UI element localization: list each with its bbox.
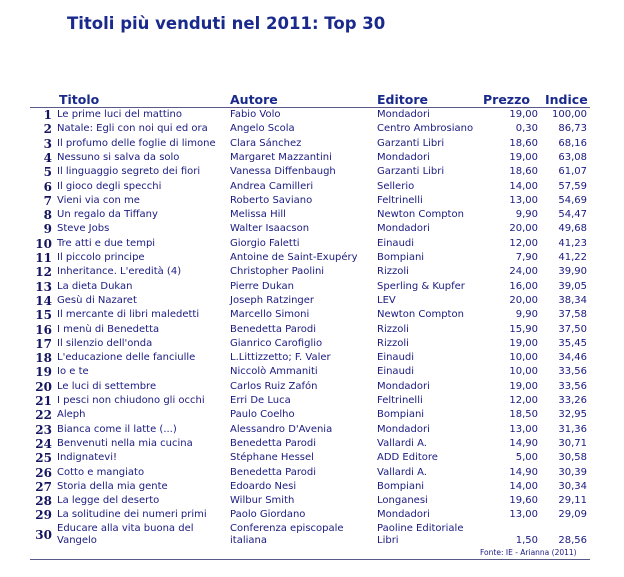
title-cell: La solitudine dei numeri primi bbox=[57, 509, 207, 521]
price-cell: 20,00 bbox=[509, 223, 538, 235]
author-cell: Giorgio Faletti bbox=[230, 237, 300, 249]
table-row bbox=[0, 208, 624, 222]
table-row bbox=[0, 108, 624, 122]
price-cell: 15,90 bbox=[509, 323, 538, 335]
index-cell: 35,45 bbox=[558, 337, 587, 349]
publisher-line-1: Paoline Editoriale bbox=[377, 523, 464, 534]
table-row bbox=[0, 380, 624, 394]
rank-number: 25 bbox=[35, 451, 52, 466]
rank-number: 14 bbox=[35, 293, 52, 308]
rank-number: 22 bbox=[35, 408, 52, 423]
rank-number: 9 bbox=[43, 222, 52, 237]
price-cell: 14,00 bbox=[509, 480, 538, 492]
publisher-cell: Garzanti Libri bbox=[377, 166, 445, 178]
price-cell: 19,00 bbox=[509, 337, 538, 349]
index-cell: 57,59 bbox=[558, 180, 587, 192]
rank-number: 12 bbox=[35, 265, 52, 280]
price-cell: 14,90 bbox=[509, 466, 538, 478]
publisher-cell: Mondadori bbox=[377, 151, 430, 163]
price-cell: 12,00 bbox=[509, 395, 538, 406]
index-cell: 41,22 bbox=[558, 252, 587, 263]
index-cell: 39,90 bbox=[558, 266, 587, 278]
index-cell: 29,11 bbox=[558, 495, 587, 507]
price-cell: 5,00 bbox=[515, 452, 538, 464]
header-indice: Indice bbox=[545, 92, 588, 107]
publisher-cell: LEV bbox=[377, 294, 396, 306]
rank-number: 28 bbox=[35, 494, 52, 509]
title-cell: Inheritance. L'eredità (4) bbox=[57, 266, 182, 278]
table-row bbox=[0, 494, 624, 508]
index-cell: 63,08 bbox=[558, 151, 587, 163]
publisher-cell: Newton Compton bbox=[377, 309, 464, 321]
author-cell: Vanessa Diffenbaugh bbox=[230, 166, 336, 178]
author-cell: Antoine de Saint-Exupéry bbox=[230, 252, 358, 263]
title-cell: Cotto e mangiato bbox=[57, 466, 145, 478]
table-row bbox=[0, 423, 624, 437]
index-cell: 37,50 bbox=[558, 323, 587, 335]
author-cell: Erri De Luca bbox=[230, 395, 291, 406]
title-cell: Tre atti e due tempi bbox=[57, 237, 156, 249]
index-cell: 39,05 bbox=[558, 280, 587, 292]
title-cell: Gesù di Nazaret bbox=[57, 294, 137, 306]
publisher-cell: Mondadori bbox=[377, 109, 430, 120]
author-cell: Marcello Simoni bbox=[230, 309, 310, 321]
index-cell: 54,69 bbox=[558, 194, 587, 206]
rank-number: 19 bbox=[35, 365, 52, 380]
index-cell: 38,34 bbox=[558, 294, 587, 306]
author-cell: Paulo Coelho bbox=[230, 409, 295, 421]
table-row bbox=[0, 165, 624, 179]
table-row bbox=[0, 237, 624, 251]
publisher-cell: Vallardi A. bbox=[377, 466, 427, 478]
rank-number: 16 bbox=[35, 322, 52, 337]
author-cell: Niccolò Ammaniti bbox=[230, 366, 318, 378]
author-cell: Fabio Volo bbox=[230, 109, 281, 120]
table-row bbox=[0, 251, 624, 265]
table-row bbox=[0, 408, 624, 422]
table-row bbox=[0, 394, 624, 408]
author-cell: Roberto Saviano bbox=[230, 194, 313, 206]
rank-number: 6 bbox=[43, 179, 52, 194]
index-cell: 28,56 bbox=[558, 535, 587, 546]
title-cell: Indignatevi! bbox=[57, 452, 118, 464]
table-row bbox=[0, 480, 624, 494]
title-cell: Le prime luci del mattino bbox=[57, 109, 183, 120]
author-cell: Gianrico Carofiglio bbox=[230, 337, 323, 349]
table-row bbox=[0, 137, 624, 151]
footer-rule bbox=[30, 559, 590, 560]
author-cell: Joseph Ratzinger bbox=[230, 294, 315, 306]
index-cell: 29,09 bbox=[558, 509, 587, 521]
table-row bbox=[0, 337, 624, 351]
index-cell: 37,58 bbox=[558, 309, 587, 321]
index-cell: 33,26 bbox=[558, 395, 587, 406]
rank-number: 7 bbox=[43, 193, 52, 208]
price-cell: 18,60 bbox=[509, 166, 538, 178]
publisher-cell: Rizzoli bbox=[377, 266, 409, 278]
table-row bbox=[0, 194, 624, 208]
index-cell: 30,34 bbox=[558, 480, 587, 492]
rank-number: 2 bbox=[43, 122, 52, 137]
rank-number: 27 bbox=[35, 479, 52, 494]
author-cell: Angelo Scola bbox=[230, 123, 295, 135]
author-cell: Clara Sánchez bbox=[230, 137, 302, 149]
rank-number: 18 bbox=[35, 351, 52, 366]
author-cell: Alessandro D'Avenia bbox=[230, 423, 333, 435]
rank-number: 23 bbox=[35, 422, 52, 437]
title-cell: Aleph bbox=[57, 409, 86, 421]
table-row bbox=[0, 265, 624, 279]
rank-number: 15 bbox=[35, 308, 52, 323]
author-cell: Christopher Paolini bbox=[230, 266, 325, 278]
index-cell: 34,46 bbox=[558, 352, 587, 364]
price-cell: 18,50 bbox=[509, 409, 538, 421]
title-cell: Bianca come il latte (...) bbox=[57, 423, 177, 435]
index-cell: 30,71 bbox=[558, 437, 587, 449]
index-cell: 54,47 bbox=[558, 209, 587, 221]
author-cell: Carlos Ruiz Zafón bbox=[230, 380, 318, 392]
rank-number: 1 bbox=[43, 108, 52, 122]
publisher-cell: Vallardi A. bbox=[377, 437, 427, 449]
title-cell: La legge del deserto bbox=[57, 495, 160, 507]
title-cell: I pesci non chiudono gli occhi bbox=[57, 395, 205, 406]
price-cell: 18,60 bbox=[509, 137, 538, 149]
price-cell: 20,00 bbox=[509, 294, 538, 306]
rank-number: 17 bbox=[35, 336, 52, 351]
price-cell: 19,60 bbox=[509, 495, 538, 507]
publisher-cell: Bompiani bbox=[377, 252, 425, 263]
header-titolo: Titolo bbox=[59, 92, 100, 107]
table-row bbox=[0, 151, 624, 165]
title-cell: Natale: Egli con noi qui ed ora bbox=[57, 123, 208, 135]
price-cell: 19,00 bbox=[509, 109, 538, 120]
rank-number: 26 bbox=[35, 465, 52, 480]
publisher-cell: Bompiani bbox=[377, 480, 425, 492]
publisher-cell: Newton Compton bbox=[377, 209, 464, 221]
index-cell: 33,56 bbox=[558, 380, 587, 392]
price-cell: 9,90 bbox=[515, 309, 538, 321]
index-cell: 100,00 bbox=[552, 109, 587, 120]
author-cell: Walter Isaacson bbox=[230, 223, 310, 235]
price-cell: 13,00 bbox=[509, 509, 538, 521]
rank-number: 20 bbox=[35, 379, 52, 394]
title-cell: Il gioco degli specchi bbox=[57, 180, 162, 192]
price-cell: 19,00 bbox=[509, 380, 538, 392]
header-editore: Editore bbox=[377, 92, 428, 107]
header-prezzo: Prezzo bbox=[483, 92, 530, 107]
table-row bbox=[0, 365, 624, 379]
rank-number: 29 bbox=[35, 508, 52, 523]
title-cell: Il piccolo principe bbox=[57, 252, 145, 263]
title-cell: Il mercante di libri maledetti bbox=[57, 309, 200, 321]
table-row bbox=[0, 451, 624, 465]
publisher-cell: Bompiani bbox=[377, 409, 425, 421]
author-cell: Stéphane Hessel bbox=[230, 452, 314, 464]
rank-number: 8 bbox=[43, 208, 52, 223]
index-cell: 49,68 bbox=[558, 223, 587, 235]
source-note: Fonte: IE - Arianna (2011) bbox=[480, 548, 577, 557]
publisher-line-2: Libri bbox=[377, 535, 399, 546]
price-cell: 24,00 bbox=[509, 266, 538, 278]
table-row bbox=[0, 508, 624, 522]
title-line-1: Educare alla vita buona del bbox=[57, 523, 194, 534]
title-cell: Un regalo da Tiffany bbox=[57, 209, 158, 221]
price-cell: 0,30 bbox=[515, 123, 538, 135]
title-cell: Il linguaggio segreto dei fiori bbox=[57, 166, 201, 178]
price-cell: 10,00 bbox=[509, 352, 538, 364]
title-cell: Vieni via con me bbox=[57, 194, 140, 206]
price-cell: 19,00 bbox=[509, 151, 538, 163]
title-cell: Benvenuti nella mia cucina bbox=[57, 437, 193, 449]
author-cell: Andrea Camilleri bbox=[230, 180, 314, 192]
title-cell: I menù di Benedetta bbox=[57, 323, 160, 335]
title-cell: La dieta Dukan bbox=[57, 280, 133, 292]
title-cell: Il silenzio dell'onda bbox=[57, 337, 153, 349]
index-cell: 32,95 bbox=[558, 409, 587, 421]
price-cell: 13,00 bbox=[509, 423, 538, 435]
price-cell: 10,00 bbox=[509, 366, 538, 378]
price-cell: 14,90 bbox=[509, 437, 538, 449]
rank-number: 5 bbox=[43, 165, 52, 180]
publisher-cell: Mondadori bbox=[377, 380, 430, 392]
publisher-cell: Feltrinelli bbox=[377, 194, 423, 206]
page-title: Titoli più venduti nel 2011: Top 30 bbox=[67, 14, 386, 33]
table-row bbox=[0, 308, 624, 322]
author-cell: Paolo Giordano bbox=[230, 509, 306, 521]
table-row bbox=[0, 280, 624, 294]
rank-number: 24 bbox=[35, 436, 52, 451]
title-cell: Storia della mia gente bbox=[57, 480, 168, 492]
table-row bbox=[0, 222, 624, 236]
price-cell: 9,90 bbox=[515, 209, 538, 221]
publisher-cell: Feltrinelli bbox=[377, 395, 423, 406]
rank-number: 13 bbox=[35, 279, 52, 294]
rank-number: 30 bbox=[35, 528, 52, 542]
table-row bbox=[0, 437, 624, 451]
title-cell: Steve Jobs bbox=[57, 223, 110, 235]
rank-number: 10 bbox=[35, 236, 52, 251]
publisher-cell: Einaudi bbox=[377, 366, 415, 378]
table-row bbox=[0, 323, 624, 337]
table-row bbox=[0, 351, 624, 365]
publisher-cell: Centro Ambrosiano bbox=[377, 123, 474, 135]
table-row bbox=[0, 122, 624, 136]
rank-number: 4 bbox=[43, 150, 52, 165]
publisher-cell: Rizzoli bbox=[377, 337, 409, 349]
table-row bbox=[0, 522, 624, 548]
table-row bbox=[0, 466, 624, 480]
title-cell: Il profumo delle foglie di limone bbox=[57, 137, 216, 149]
author-cell: Benedetta Parodi bbox=[230, 466, 316, 478]
index-cell: 68,16 bbox=[558, 137, 587, 149]
author-cell: Edoardo Nesi bbox=[230, 480, 297, 492]
publisher-cell: Mondadori bbox=[377, 509, 430, 521]
publisher-cell: Sellerio bbox=[377, 180, 415, 192]
author-cell: Wilbur Smith bbox=[230, 495, 295, 507]
title-cell: L'educazione delle fanciulle bbox=[57, 352, 196, 364]
publisher-cell: Einaudi bbox=[377, 237, 415, 249]
title-cell: Le luci di settembre bbox=[57, 380, 157, 392]
table-row bbox=[0, 294, 624, 308]
author-cell: Benedetta Parodi bbox=[230, 323, 316, 335]
publisher-cell: Longanesi bbox=[377, 495, 428, 507]
publisher-cell: ADD Editore bbox=[377, 452, 438, 464]
price-cell: 13,00 bbox=[509, 194, 538, 206]
index-cell: 61,07 bbox=[558, 166, 587, 178]
publisher-cell: Garzanti Libri bbox=[377, 137, 445, 149]
header-autore: Autore bbox=[230, 92, 278, 107]
rank-number: 3 bbox=[43, 136, 52, 151]
price-cell: 16,00 bbox=[509, 280, 538, 292]
publisher-cell: Einaudi bbox=[377, 352, 415, 364]
rank-number: 21 bbox=[35, 394, 52, 408]
title-line-2: Vangelo bbox=[57, 535, 97, 546]
index-cell: 33,56 bbox=[558, 366, 587, 378]
price-cell: 1,50 bbox=[515, 535, 538, 546]
price-cell: 14,00 bbox=[509, 180, 538, 192]
table-row bbox=[0, 180, 624, 194]
price-cell: 12,00 bbox=[509, 237, 538, 249]
publisher-cell: Mondadori bbox=[377, 223, 430, 235]
publisher-cell: Rizzoli bbox=[377, 323, 409, 335]
index-cell: 31,36 bbox=[558, 423, 587, 435]
title-cell: Nessuno si salva da solo bbox=[57, 151, 180, 163]
index-cell: 30,39 bbox=[558, 466, 587, 478]
rank-number: 11 bbox=[35, 251, 52, 265]
author-cell: Benedetta Parodi bbox=[230, 437, 316, 449]
author-cell: L.Littizzetto; F. Valer bbox=[230, 352, 331, 364]
author-line-1: Conferenza episcopale bbox=[230, 523, 344, 534]
price-cell: 7,90 bbox=[515, 252, 538, 263]
author-cell: Melissa Hill bbox=[230, 209, 286, 221]
author-cell: Pierre Dukan bbox=[230, 280, 295, 292]
index-cell: 41,23 bbox=[558, 237, 587, 249]
author-cell: Margaret Mazzantini bbox=[230, 151, 332, 163]
publisher-cell: Mondadori bbox=[377, 423, 430, 435]
publisher-cell: Sperling & Kupfer bbox=[377, 280, 465, 292]
author-line-2: italiana bbox=[230, 535, 267, 546]
index-cell: 86,73 bbox=[558, 123, 587, 135]
index-cell: 30,58 bbox=[558, 452, 587, 464]
title-cell: Io e te bbox=[57, 366, 89, 378]
